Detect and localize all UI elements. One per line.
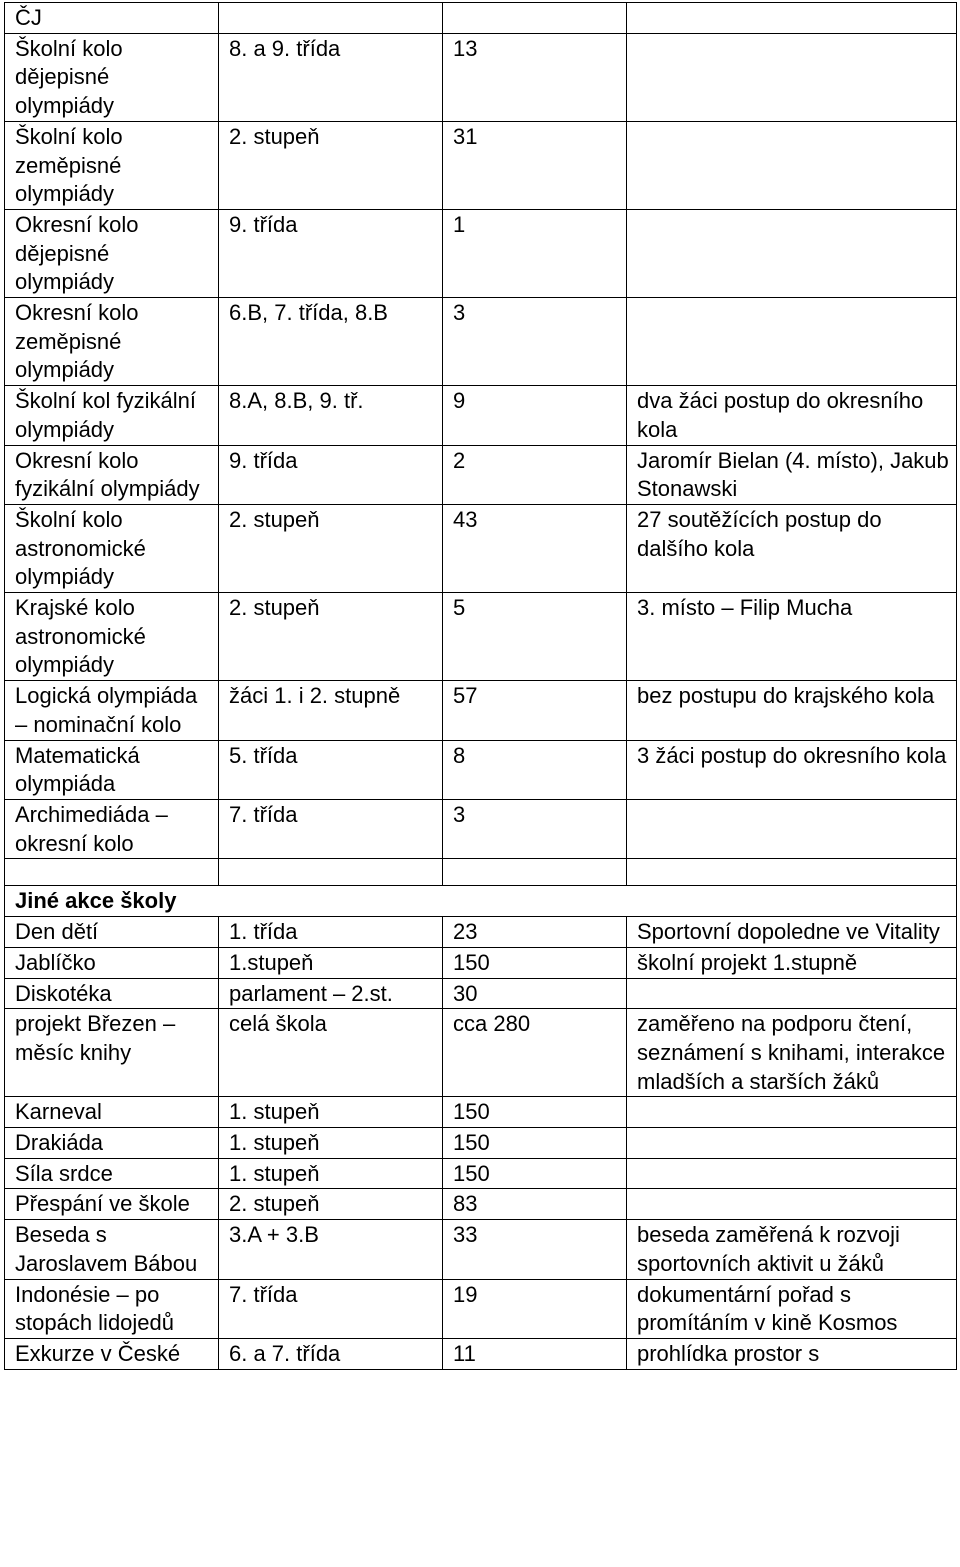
event-row bbox=[5, 947, 957, 978]
competition-row bbox=[5, 33, 957, 121]
competition-row bbox=[5, 298, 957, 386]
spacer-cell bbox=[219, 859, 443, 886]
cell-name: projekt Březen – měsíc knihy bbox=[5, 1009, 219, 1097]
cell-count: 30 bbox=[443, 978, 627, 1009]
cell-grade: 5. třída bbox=[219, 740, 443, 799]
event-row bbox=[5, 917, 957, 948]
cell-count: 150 bbox=[443, 1097, 627, 1128]
spacer-row bbox=[5, 859, 957, 886]
cell-note: Sportovní dopoledne ve Vitality bbox=[627, 917, 957, 948]
cell-count: 5 bbox=[443, 593, 627, 681]
cell-count: 19 bbox=[443, 1279, 627, 1338]
competition-row bbox=[5, 386, 957, 445]
event-row bbox=[5, 1338, 957, 1369]
cell-note: bez postupu do krajského kola bbox=[627, 681, 957, 740]
cell-note: Jaromír Bielan (4. místo), Jakub Stonawski bbox=[627, 445, 957, 504]
competition-row bbox=[5, 681, 957, 740]
cell-grade: 8.A, 8.B, 9. tř. bbox=[219, 386, 443, 445]
cell-name: Archimediáda – okresní kolo bbox=[5, 799, 219, 858]
cell-name: Školní kolo dějepisné olympiády bbox=[5, 33, 219, 121]
cell-note bbox=[627, 1158, 957, 1189]
cell-grade: 2. stupeň bbox=[219, 593, 443, 681]
header-blank bbox=[627, 3, 957, 34]
section-heading-row bbox=[5, 886, 957, 917]
cell-count: 31 bbox=[443, 121, 627, 209]
cell-grade: 1. stupeň bbox=[219, 1097, 443, 1128]
cell-note bbox=[627, 121, 957, 209]
cell-name: Indonésie – po stopách lidojedů bbox=[5, 1279, 219, 1338]
cell-grade: 2. stupeň bbox=[219, 121, 443, 209]
cell-name: Exkurze v České bbox=[5, 1338, 219, 1369]
cell-note bbox=[627, 33, 957, 121]
cell-note: 27 soutěžících postup do dalšího kola bbox=[627, 504, 957, 592]
cell-grade: 1. stupeň bbox=[219, 1158, 443, 1189]
competition-row bbox=[5, 121, 957, 209]
cell-name: Okresní kolo dějepisné olympiády bbox=[5, 209, 219, 297]
cell-count: 9 bbox=[443, 386, 627, 445]
cell-count: 1 bbox=[443, 209, 627, 297]
cell-count: 23 bbox=[443, 917, 627, 948]
cell-grade: 7. třída bbox=[219, 1279, 443, 1338]
cell-name: Školní kolo astronomické olympiády bbox=[5, 504, 219, 592]
cell-note: dva žáci postup do okresního kola bbox=[627, 386, 957, 445]
cell-grade: 9. třída bbox=[219, 209, 443, 297]
competition-row bbox=[5, 799, 957, 858]
cell-name: Přespání ve škole bbox=[5, 1189, 219, 1220]
cell-count: 83 bbox=[443, 1189, 627, 1220]
competition-row bbox=[5, 504, 957, 592]
competition-row bbox=[5, 740, 957, 799]
cell-grade: 9. třída bbox=[219, 445, 443, 504]
cell-note bbox=[627, 209, 957, 297]
cell-name: Jablíčko bbox=[5, 947, 219, 978]
header-blank bbox=[219, 3, 443, 34]
cell-count: 150 bbox=[443, 1128, 627, 1159]
cell-note bbox=[627, 1189, 957, 1220]
cell-grade: 2. stupeň bbox=[219, 504, 443, 592]
event-row bbox=[5, 1158, 957, 1189]
cell-count: 2 bbox=[443, 445, 627, 504]
cell-grade: 2. stupeň bbox=[219, 1189, 443, 1220]
event-row bbox=[5, 1128, 957, 1159]
cell-grade: 3.A + 3.B bbox=[219, 1220, 443, 1279]
activities-table bbox=[4, 2, 957, 1370]
cell-name: Okresní kolo zeměpisné olympiády bbox=[5, 298, 219, 386]
competition-row bbox=[5, 209, 957, 297]
cell-count: 150 bbox=[443, 947, 627, 978]
cell-name: Krajské kolo astronomické olympiády bbox=[5, 593, 219, 681]
event-row bbox=[5, 1220, 957, 1279]
spacer-cell bbox=[5, 859, 219, 886]
cell-note: prohlídka prostor s bbox=[627, 1338, 957, 1369]
cell-name: Beseda s Jaroslavem Bábou bbox=[5, 1220, 219, 1279]
cell-count: 33 bbox=[443, 1220, 627, 1279]
cell-note bbox=[627, 1097, 957, 1128]
cell-note bbox=[627, 978, 957, 1009]
cell-count: cca 280 bbox=[443, 1009, 627, 1097]
cell-note bbox=[627, 799, 957, 858]
event-row bbox=[5, 978, 957, 1009]
cell-name: Drakiáda bbox=[5, 1128, 219, 1159]
header-blank bbox=[443, 3, 627, 34]
cell-name: Den dětí bbox=[5, 917, 219, 948]
event-row bbox=[5, 1009, 957, 1097]
header-row bbox=[5, 3, 957, 34]
event-row bbox=[5, 1279, 957, 1338]
cell-name: Karneval bbox=[5, 1097, 219, 1128]
cell-count: 13 bbox=[443, 33, 627, 121]
cell-grade: žáci 1. i 2. stupně bbox=[219, 681, 443, 740]
section-heading: Jiné akce školy bbox=[5, 886, 957, 917]
spacer-cell bbox=[627, 859, 957, 886]
cell-name: Matematická olympiáda bbox=[5, 740, 219, 799]
competition-row bbox=[5, 593, 957, 681]
spacer-cell bbox=[443, 859, 627, 886]
cell-note: 3 žáci postup do okresního kola bbox=[627, 740, 957, 799]
cell-grade: 8. a 9. třída bbox=[219, 33, 443, 121]
cell-grade: 7. třída bbox=[219, 799, 443, 858]
event-row bbox=[5, 1189, 957, 1220]
cell-grade: 1. třída bbox=[219, 917, 443, 948]
cell-name: Logická olympiáda – nominační kolo bbox=[5, 681, 219, 740]
cell-grade: celá škola bbox=[219, 1009, 443, 1097]
cell-name: Školní kolo zeměpisné olympiády bbox=[5, 121, 219, 209]
cell-count: 3 bbox=[443, 298, 627, 386]
event-row bbox=[5, 1097, 957, 1128]
cell-count: 43 bbox=[443, 504, 627, 592]
cell-grade: 6. a 7. třída bbox=[219, 1338, 443, 1369]
cell-note: zaměřeno na podporu čtení, seznámení s knihami, interakce mladších a starších žáků bbox=[627, 1009, 957, 1097]
cell-name: Síla srdce bbox=[5, 1158, 219, 1189]
cell-grade: 1. stupeň bbox=[219, 1128, 443, 1159]
cell-count: 8 bbox=[443, 740, 627, 799]
cell-name: Školní kol fyzikální olympiády bbox=[5, 386, 219, 445]
cell-grade: parlament – 2.st. bbox=[219, 978, 443, 1009]
cell-note bbox=[627, 298, 957, 386]
cell-count: 150 bbox=[443, 1158, 627, 1189]
cell-name: Okresní kolo fyzikální olympiády bbox=[5, 445, 219, 504]
cell-grade: 6.B, 7. třída, 8.B bbox=[219, 298, 443, 386]
cell-note: dokumentární pořad s promítáním v kině Kosmos bbox=[627, 1279, 957, 1338]
competition-row bbox=[5, 445, 957, 504]
cell-note: beseda zaměřená k rozvoji sportovních aktivit u žáků bbox=[627, 1220, 957, 1279]
cell-note: 3. místo – Filip Mucha bbox=[627, 593, 957, 681]
cell-count: 11 bbox=[443, 1338, 627, 1369]
cell-note: školní projekt 1.stupně bbox=[627, 947, 957, 978]
cell-name: Diskotéka bbox=[5, 978, 219, 1009]
header-cell: ČJ bbox=[5, 3, 219, 34]
cell-note bbox=[627, 1128, 957, 1159]
cell-count: 57 bbox=[443, 681, 627, 740]
cell-grade: 1.stupeň bbox=[219, 947, 443, 978]
cell-count: 3 bbox=[443, 799, 627, 858]
